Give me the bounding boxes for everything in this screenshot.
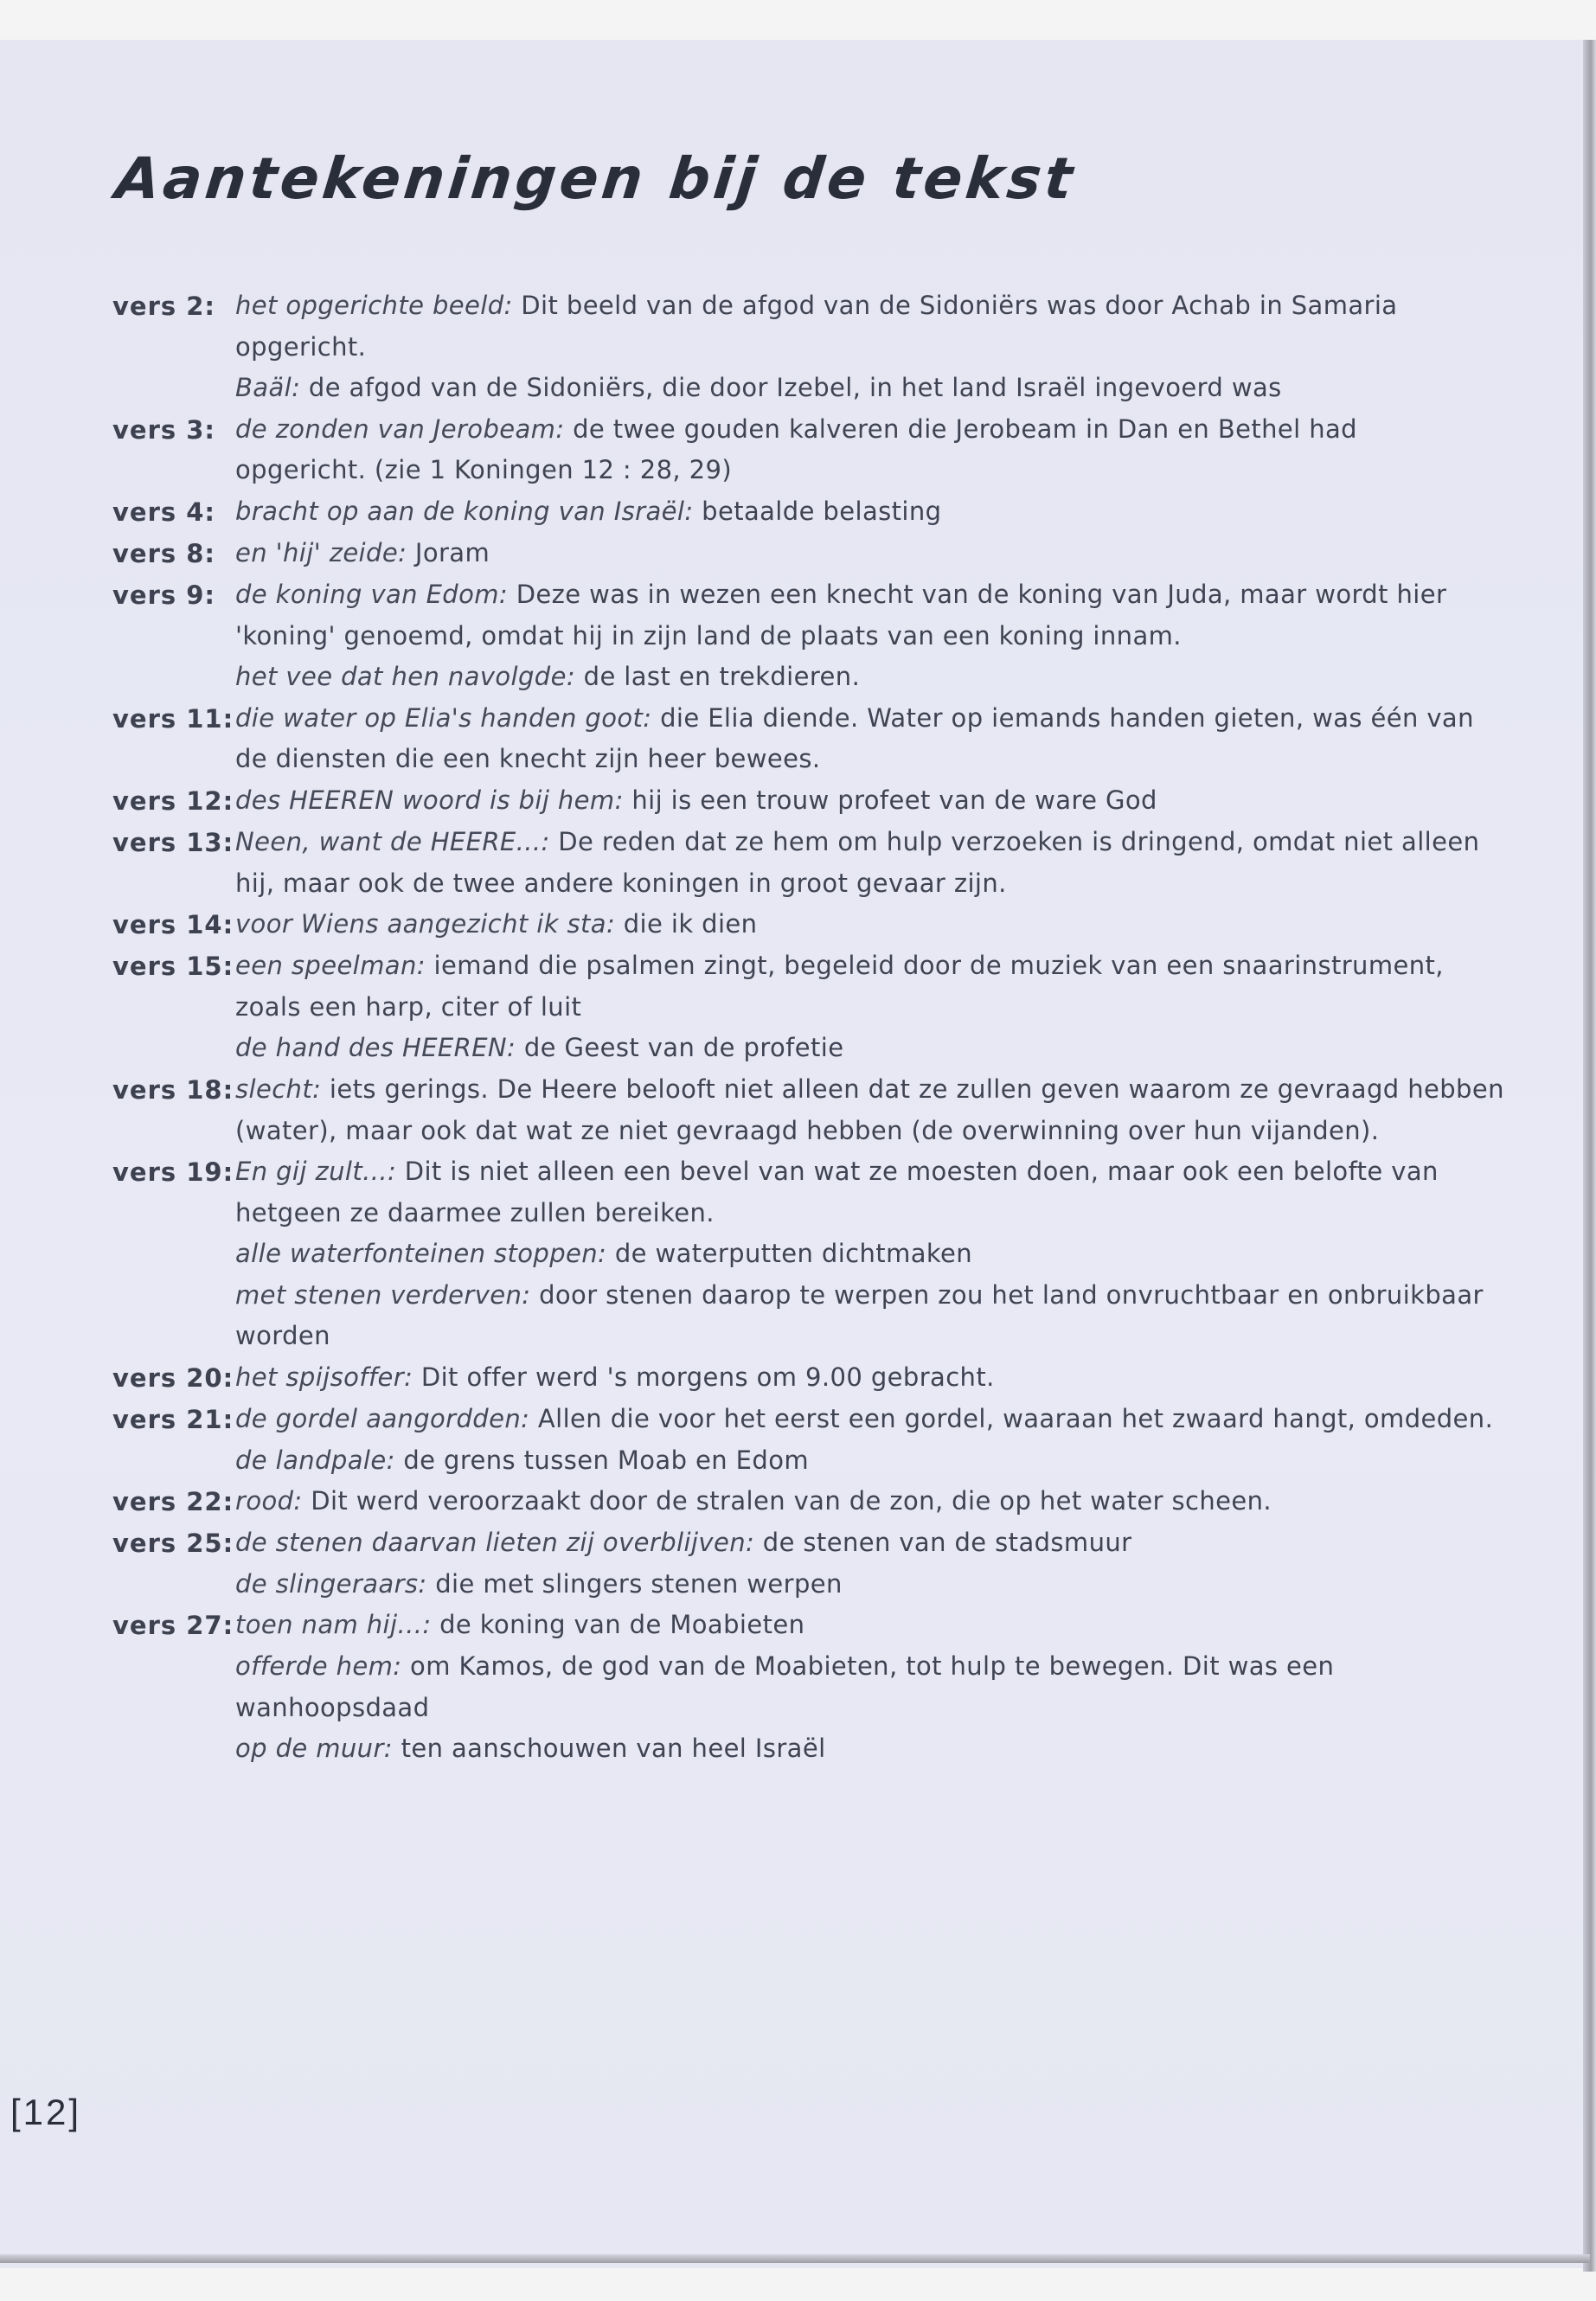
note-term: de hand des HEEREN: bbox=[235, 1033, 516, 1063]
note-line bbox=[235, 409, 1497, 451]
note-explanation: de Geest van de profetie bbox=[516, 1033, 844, 1063]
note-line bbox=[235, 1151, 1497, 1193]
note-line bbox=[235, 904, 1497, 945]
note-line bbox=[235, 1193, 1497, 1234]
note-lines bbox=[235, 780, 1497, 822]
note-explanation: betaalde belasting bbox=[693, 496, 942, 526]
verse-label: vers 21: bbox=[112, 1405, 234, 1435]
note-term: de gordel aangordden: bbox=[235, 1404, 530, 1434]
note-explanation: Allen die voor het eerst een gordel, waaraan het zwaard hangt, omdeden. bbox=[529, 1404, 1494, 1434]
verse-label: vers 2: bbox=[112, 292, 216, 321]
note-term: het spijsoffer: bbox=[235, 1362, 413, 1393]
note-lines bbox=[235, 409, 1497, 491]
note-entry bbox=[112, 1069, 1504, 1151]
note-line bbox=[235, 285, 1497, 327]
note-term: op de muur: bbox=[235, 1734, 393, 1764]
verse-label: vers 19: bbox=[112, 1157, 234, 1188]
note-explanation: Dit is niet alleen een bevel van wat ze moesten doen, maar ook een belofte van bbox=[396, 1157, 1439, 1187]
verse-label: vers 22: bbox=[112, 1487, 234, 1517]
note-line bbox=[235, 1028, 1497, 1069]
page-number: [12] bbox=[10, 2092, 82, 2132]
note-explanation: om Kamos, de god van de Moabieten, tot hulp te bewegen. Dit was een bbox=[401, 1651, 1335, 1682]
note-entry bbox=[112, 285, 1497, 409]
note-line bbox=[235, 780, 1497, 822]
note-term: toen nam hij...: bbox=[235, 1610, 432, 1640]
note-line bbox=[235, 1399, 1497, 1440]
note-lines bbox=[235, 285, 1497, 409]
note-explanation: wanhoopsdaad bbox=[235, 1692, 430, 1722]
note-explanation: ten aanschouwen van heel Israël bbox=[392, 1734, 826, 1764]
note-entry bbox=[112, 533, 1497, 574]
note-explanation: Dit werd veroorzaakt door de stralen van de zon, die op het water scheen. bbox=[302, 1486, 1272, 1516]
note-term: die water op Elia's handen goot: bbox=[235, 702, 652, 733]
note-line bbox=[235, 1605, 1497, 1646]
note-entry bbox=[112, 945, 1497, 1069]
note-line bbox=[235, 1275, 1497, 1317]
note-entry bbox=[112, 1357, 1497, 1399]
note-entry bbox=[112, 1605, 1497, 1769]
note-explanation: de waterputten dichtmaken bbox=[606, 1239, 973, 1269]
note-line bbox=[235, 616, 1497, 657]
verse-label: vers 25: bbox=[112, 1529, 234, 1559]
note-lines bbox=[235, 1605, 1497, 1769]
note-entry bbox=[112, 574, 1497, 698]
note-entry bbox=[112, 780, 1497, 822]
note-term: Baäl: bbox=[235, 373, 301, 403]
note-term: des HEEREN woord is bij hem: bbox=[235, 785, 624, 815]
note-line bbox=[235, 1688, 1497, 1729]
note-line bbox=[235, 1481, 1497, 1522]
note-term: Neen, want de HEERE...: bbox=[235, 826, 550, 856]
note-entry bbox=[112, 904, 1497, 945]
note-line bbox=[235, 491, 1497, 533]
note-lines bbox=[235, 904, 1497, 945]
notes-list bbox=[112, 285, 1504, 1770]
note-lines bbox=[235, 945, 1497, 1069]
note-lines bbox=[235, 1399, 1497, 1481]
note-lines bbox=[235, 698, 1497, 780]
note-lines bbox=[235, 491, 1497, 533]
note-term: rood: bbox=[235, 1486, 303, 1516]
verse-label: vers 8: bbox=[112, 538, 216, 568]
note-lines bbox=[235, 1481, 1497, 1522]
note-lines bbox=[235, 822, 1497, 904]
note-explanation: hetgeen ze daarmee zullen bereiken. bbox=[235, 1197, 715, 1227]
note-explanation: de last en trekdieren. bbox=[575, 662, 861, 692]
note-lines bbox=[235, 574, 1497, 698]
note-term: slecht: bbox=[235, 1074, 322, 1104]
note-explanation: de diensten die een knecht zijn heer bewees. bbox=[235, 744, 821, 774]
note-line bbox=[235, 1111, 1504, 1152]
note-lines bbox=[235, 1357, 1497, 1399]
note-line bbox=[235, 863, 1497, 905]
verse-label: vers 13: bbox=[112, 827, 234, 857]
note-line bbox=[235, 1646, 1497, 1688]
note-entry bbox=[112, 1151, 1497, 1357]
verse-label: vers 11: bbox=[112, 703, 234, 734]
verse-label: vers 3: bbox=[112, 414, 216, 445]
note-explanation: Deze was in wezen een knecht van de koning van Juda, maar wordt hier bbox=[508, 579, 1447, 609]
note-term: de koning van Edom: bbox=[235, 579, 509, 609]
note-term: En gij zult...: bbox=[235, 1157, 397, 1187]
note-term: offerde hem: bbox=[235, 1651, 402, 1682]
note-explanation: de koning van de Moabieten bbox=[431, 1610, 805, 1640]
note-explanation: de twee gouden kalveren die Jerobeam in Dan en Bethel had bbox=[564, 413, 1357, 444]
note-lines bbox=[235, 533, 1497, 574]
note-line bbox=[235, 1357, 1497, 1399]
note-lines bbox=[235, 1069, 1504, 1151]
verse-label: vers 9: bbox=[112, 580, 216, 610]
note-line bbox=[235, 1440, 1497, 1482]
note-line bbox=[235, 739, 1497, 780]
note-explanation: Joram bbox=[407, 537, 490, 567]
note-term: de landpale: bbox=[235, 1445, 395, 1475]
note-entry bbox=[112, 822, 1497, 904]
note-line bbox=[235, 657, 1497, 698]
note-explanation: zoals een harp, citer of luit bbox=[235, 991, 582, 1022]
note-line bbox=[235, 1069, 1504, 1111]
page-edge-bottom bbox=[0, 2254, 1590, 2263]
note-term: de stenen daarvan lieten zij overblijven: bbox=[235, 1528, 755, 1558]
note-line bbox=[235, 1316, 1497, 1357]
note-entry bbox=[112, 409, 1497, 491]
note-line bbox=[235, 368, 1497, 409]
note-entry bbox=[112, 1399, 1497, 1481]
note-term: het vee dat hen navolgde: bbox=[235, 662, 576, 692]
verse-label: vers 20: bbox=[112, 1363, 234, 1394]
note-explanation: door stenen daarop te werpen zou het land onvruchtbaar en onbruikbaar bbox=[530, 1279, 1484, 1310]
note-term: alle waterfonteinen stoppen: bbox=[235, 1239, 607, 1269]
note-term: het opgerichte beeld: bbox=[235, 291, 513, 320]
note-explanation: hij is een trouw profeet van de ware God bbox=[623, 785, 1157, 815]
note-term: met stenen verderven: bbox=[235, 1279, 531, 1310]
note-explanation: Dit offer werd 's morgens om 9.00 gebracht. bbox=[413, 1362, 995, 1393]
note-lines bbox=[235, 1151, 1497, 1357]
note-explanation: de grens tussen Moab en Edom bbox=[394, 1445, 809, 1475]
note-explanation: iemand die psalmen zingt, begeleid door de muziek van een snaarinstrument, bbox=[425, 951, 1444, 981]
note-explanation: de stenen van de stadsmuur bbox=[754, 1528, 1132, 1558]
note-line bbox=[235, 1564, 1497, 1606]
note-line bbox=[235, 698, 1497, 740]
note-explanation: hij, maar ook de twee andere koningen in groot gevaar zijn. bbox=[235, 868, 1007, 898]
note-term: bracht op aan de koning van Israël: bbox=[235, 496, 694, 526]
note-explanation: opgericht. (zie 1 Koningen 12 : 28, 29) bbox=[235, 455, 733, 485]
verse-label: vers 14: bbox=[112, 910, 234, 940]
note-explanation: 'koning' genoemd, omdat hij in zijn land de plaats van een koning innam. bbox=[235, 620, 1182, 651]
page-title: Aantekeningen bij de tekst bbox=[112, 145, 1080, 212]
note-lines bbox=[235, 1522, 1497, 1605]
note-entry bbox=[112, 1481, 1497, 1522]
note-explanation: die Elia diende. Water op iemands handen gieten, was één van bbox=[651, 702, 1474, 733]
verse-label: vers 12: bbox=[112, 785, 234, 816]
note-line bbox=[235, 574, 1497, 616]
verse-label: vers 27: bbox=[112, 1611, 234, 1641]
note-explanation: worden bbox=[235, 1321, 330, 1351]
note-entry bbox=[112, 491, 1497, 533]
note-explanation: iets gerings. De Heere belooft niet alleen dat ze zullen geven waarom ze gevraagd hebben bbox=[321, 1074, 1504, 1104]
note-line bbox=[235, 450, 1497, 491]
note-explanation: die met slingers stenen werpen bbox=[426, 1568, 843, 1599]
note-entry bbox=[112, 698, 1497, 780]
note-explanation: De reden dat ze hem om hulp verzoeken is dringend, omdat niet alleen bbox=[549, 826, 1480, 856]
note-explanation: opgericht. bbox=[235, 331, 367, 362]
note-line bbox=[235, 1728, 1497, 1770]
verse-label: vers 18: bbox=[112, 1074, 234, 1105]
note-term: de slingeraars: bbox=[235, 1568, 427, 1599]
note-term: voor Wiens aangezicht ik sta: bbox=[235, 909, 616, 939]
note-line bbox=[235, 1522, 1497, 1564]
note-term: en 'hij' zeide: bbox=[235, 537, 407, 567]
note-entry bbox=[112, 1522, 1497, 1605]
note-explanation: (water), maar ook dat wat ze niet gevraagd hebben (de overwinning over hun vijanden). bbox=[235, 1115, 1380, 1145]
verse-label: vers 15: bbox=[112, 952, 234, 982]
note-explanation: Dit beeld van de afgod van de Sidoniërs was door Achab in Samaria bbox=[512, 291, 1398, 320]
note-explanation: de afgod van de Sidoniërs, die door Izebel, in het land Israël ingevoerd was bbox=[300, 373, 1282, 403]
note-line bbox=[235, 945, 1497, 987]
page-edge-right bbox=[1583, 40, 1596, 2272]
note-line bbox=[235, 1234, 1497, 1275]
note-term: de zonden van Jerobeam: bbox=[235, 413, 565, 444]
note-line bbox=[235, 987, 1497, 1029]
note-explanation: die ik dien bbox=[615, 909, 758, 939]
note-line bbox=[235, 822, 1497, 863]
note-line bbox=[235, 327, 1497, 369]
verse-label: vers 4: bbox=[112, 497, 216, 527]
note-line bbox=[235, 533, 1497, 574]
note-term: een speelman: bbox=[235, 951, 426, 981]
